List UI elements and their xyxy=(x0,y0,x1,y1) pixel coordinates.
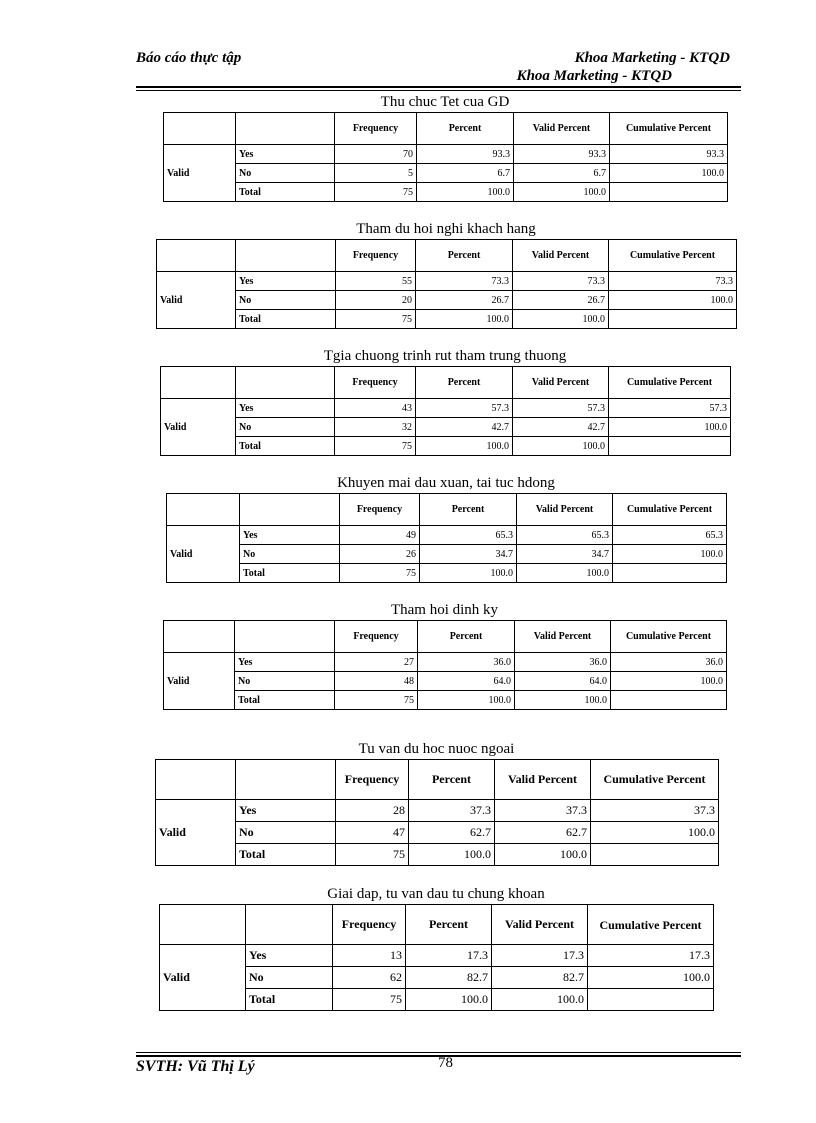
table-title: Tu van du hoc nuoc ngoai xyxy=(358,741,515,757)
table-title: Giai dap, tu van dau tu chung khoan xyxy=(327,886,545,902)
value-cell: 62.7 xyxy=(409,822,495,844)
value-cell: 100.0 xyxy=(513,437,609,456)
value-cell: 100.0 xyxy=(591,822,719,844)
value-cell: 64.0 xyxy=(515,672,611,691)
column-header: Valid Percent xyxy=(495,760,591,800)
value-cell: 6.7 xyxy=(514,164,610,183)
row-label: Yes xyxy=(235,653,335,672)
value-cell xyxy=(611,691,727,710)
column-header: Percent xyxy=(420,494,517,526)
value-cell xyxy=(591,844,719,866)
column-header: Frequency xyxy=(340,494,420,526)
value-cell: 62.7 xyxy=(495,822,591,844)
value-cell: 73.3 xyxy=(609,272,737,291)
value-cell: 82.7 xyxy=(492,967,588,989)
value-cell: 34.7 xyxy=(517,545,613,564)
frequency-table-block xyxy=(160,346,730,456)
row-label: Total xyxy=(236,183,335,202)
table-row xyxy=(167,526,727,545)
row-label: Yes xyxy=(236,145,335,164)
frequency-table-block xyxy=(163,92,727,202)
value-cell: 57.3 xyxy=(513,399,609,418)
value-cell: 17.3 xyxy=(406,945,492,967)
table-row xyxy=(167,564,727,583)
value-cell: 100.0 xyxy=(416,437,513,456)
page-number: 78 xyxy=(438,1055,453,1071)
value-cell: 100.0 xyxy=(418,691,515,710)
column-header: Percent xyxy=(416,367,513,399)
value-cell: 75 xyxy=(336,844,409,866)
row-label: Total xyxy=(235,691,335,710)
column-header: Frequency xyxy=(335,621,418,653)
column-header: Valid Percent xyxy=(513,367,609,399)
value-cell: 82.7 xyxy=(406,967,492,989)
table-title: Tham du hoi nghi khach hang xyxy=(356,221,536,237)
column-header: Cumulative Percent xyxy=(609,367,731,399)
table-row xyxy=(164,653,727,672)
row-label: No xyxy=(235,672,335,691)
value-cell: 6.7 xyxy=(417,164,514,183)
header-blank-cell xyxy=(167,494,240,526)
column-header: Percent xyxy=(416,240,513,272)
frequency-table xyxy=(163,112,728,202)
frequency-table xyxy=(160,366,731,456)
table-title: Tham hoi dinh ky xyxy=(390,602,499,618)
column-header: Cumulative Percent xyxy=(611,621,727,653)
header-blank-cell xyxy=(236,113,335,145)
frequency-table xyxy=(159,904,714,1011)
value-cell: 65.3 xyxy=(613,526,727,545)
column-header: Cumulative Percent xyxy=(610,113,728,145)
row-label: No xyxy=(236,164,335,183)
value-cell: 43 xyxy=(335,399,416,418)
value-cell: 57.3 xyxy=(609,399,731,418)
column-header: Valid Percent xyxy=(513,240,609,272)
column-header: Frequency xyxy=(333,905,406,945)
table-row xyxy=(156,822,719,844)
valid-label: Valid xyxy=(156,800,236,866)
table-row xyxy=(156,800,719,822)
table-row xyxy=(164,145,728,164)
value-cell xyxy=(609,310,737,329)
value-cell: 100.0 xyxy=(610,164,728,183)
frequency-table xyxy=(155,759,719,866)
row-label: No xyxy=(240,545,340,564)
header-blank-cell xyxy=(164,113,236,145)
frequency-table-block xyxy=(159,884,713,1011)
row-label: Total xyxy=(240,564,340,583)
header-faculty: Khoa Marketing - KTQD xyxy=(574,50,730,66)
column-header: Percent xyxy=(409,760,495,800)
value-cell: 100.0 xyxy=(495,844,591,866)
value-cell: 42.7 xyxy=(513,418,609,437)
header-blank-cell xyxy=(164,621,235,653)
frequency-table-block xyxy=(155,739,718,866)
table-row xyxy=(161,418,731,437)
valid-label: Valid xyxy=(160,945,246,1011)
value-cell: 100.0 xyxy=(517,564,613,583)
column-header: Percent xyxy=(417,113,514,145)
frequency-table xyxy=(166,493,727,583)
value-cell: 17.3 xyxy=(588,945,714,967)
column-header: Percent xyxy=(406,905,492,945)
table-row xyxy=(164,672,727,691)
table-row xyxy=(164,691,727,710)
column-header: Valid Percent xyxy=(515,621,611,653)
table-row xyxy=(161,399,731,418)
row-label: Yes xyxy=(236,272,336,291)
row-label: Total xyxy=(236,437,335,456)
value-cell: 100.0 xyxy=(515,691,611,710)
frequency-table-block xyxy=(166,473,726,583)
value-cell: 100.0 xyxy=(609,291,737,310)
value-cell: 100.0 xyxy=(406,989,492,1011)
value-cell: 27 xyxy=(335,653,418,672)
table-row xyxy=(156,844,719,866)
footer-rule-thin xyxy=(136,1052,741,1053)
value-cell: 37.3 xyxy=(495,800,591,822)
column-header: Valid Percent xyxy=(492,905,588,945)
row-label: No xyxy=(236,418,335,437)
value-cell: 65.3 xyxy=(517,526,613,545)
value-cell: 100.0 xyxy=(609,418,731,437)
value-cell xyxy=(588,989,714,1011)
value-cell: 55 xyxy=(336,272,416,291)
valid-label: Valid xyxy=(161,399,236,456)
header-blank-cell xyxy=(236,240,336,272)
value-cell: 48 xyxy=(335,672,418,691)
table-row xyxy=(167,545,727,564)
header-blank-cell xyxy=(236,367,335,399)
value-cell: 93.3 xyxy=(610,145,728,164)
row-label: Yes xyxy=(236,800,336,822)
table-title: Thu chuc Tet cua GD xyxy=(380,94,510,110)
header-blank-cell xyxy=(157,240,236,272)
value-cell: 36.0 xyxy=(515,653,611,672)
value-cell: 100.0 xyxy=(409,844,495,866)
value-cell xyxy=(613,564,727,583)
row-label: Yes xyxy=(246,945,333,967)
table-row xyxy=(157,310,737,329)
column-header: Valid Percent xyxy=(517,494,613,526)
header-blank-cell xyxy=(160,905,246,945)
value-cell: 62 xyxy=(333,967,406,989)
value-cell: 64.0 xyxy=(418,672,515,691)
column-header: Frequency xyxy=(335,113,417,145)
header-rule xyxy=(136,86,741,88)
value-cell: 75 xyxy=(335,691,418,710)
value-cell: 75 xyxy=(335,437,416,456)
header-rule-thin xyxy=(136,90,741,91)
valid-label: Valid xyxy=(164,145,236,202)
column-header: Percent xyxy=(418,621,515,653)
table-title: Tgia chuong trinh rut tham trung thuong xyxy=(323,348,567,364)
value-cell: 5 xyxy=(335,164,417,183)
row-label: No xyxy=(236,291,336,310)
column-header: Cumulative Percent xyxy=(609,240,737,272)
value-cell: 57.3 xyxy=(416,399,513,418)
table-row xyxy=(160,945,714,967)
column-header: Cumulative Percent xyxy=(588,905,714,945)
table-row xyxy=(161,437,731,456)
value-cell: 26 xyxy=(340,545,420,564)
value-cell: 75 xyxy=(335,183,417,202)
value-cell: 36.0 xyxy=(418,653,515,672)
header-blank-cell xyxy=(236,760,336,800)
value-cell: 13 xyxy=(333,945,406,967)
column-header: Cumulative Percent xyxy=(591,760,719,800)
table-row xyxy=(164,183,728,202)
value-cell: 20 xyxy=(336,291,416,310)
row-label: Total xyxy=(246,989,333,1011)
valid-label: Valid xyxy=(157,272,236,329)
value-cell: 100.0 xyxy=(611,672,727,691)
column-header: Cumulative Percent xyxy=(613,494,727,526)
value-cell: 28 xyxy=(336,800,409,822)
value-cell: 75 xyxy=(336,310,416,329)
row-label: Yes xyxy=(240,526,340,545)
value-cell: 100.0 xyxy=(420,564,517,583)
value-cell: 37.3 xyxy=(409,800,495,822)
row-label: Total xyxy=(236,844,336,866)
value-cell: 47 xyxy=(336,822,409,844)
header-blank-cell xyxy=(156,760,236,800)
row-label: Total xyxy=(236,310,336,329)
value-cell: 100.0 xyxy=(588,967,714,989)
footer-author: SVTH: Vũ Thị Lý xyxy=(136,1058,255,1075)
value-cell: 42.7 xyxy=(416,418,513,437)
value-cell xyxy=(610,183,728,202)
value-cell: 93.3 xyxy=(417,145,514,164)
row-label: No xyxy=(236,822,336,844)
header-blank-cell xyxy=(235,621,335,653)
value-cell: 32 xyxy=(335,418,416,437)
value-cell: 75 xyxy=(340,564,420,583)
value-cell xyxy=(609,437,731,456)
header-blank-cell xyxy=(161,367,236,399)
value-cell: 100.0 xyxy=(416,310,513,329)
frequency-table xyxy=(156,239,737,329)
frequency-table-block xyxy=(156,219,736,329)
value-cell: 100.0 xyxy=(417,183,514,202)
value-cell: 100.0 xyxy=(492,989,588,1011)
header-blank-cell xyxy=(246,905,333,945)
frequency-table xyxy=(163,620,727,710)
column-header: Frequency xyxy=(335,367,416,399)
value-cell: 36.0 xyxy=(611,653,727,672)
value-cell: 34.7 xyxy=(420,545,517,564)
value-cell: 100.0 xyxy=(513,310,609,329)
row-label: No xyxy=(246,967,333,989)
value-cell: 75 xyxy=(333,989,406,1011)
table-row xyxy=(157,291,737,310)
frequency-table-block xyxy=(163,600,726,710)
table-row xyxy=(157,272,737,291)
column-header: Valid Percent xyxy=(514,113,610,145)
valid-label: Valid xyxy=(164,653,235,710)
header-blank-cell xyxy=(240,494,340,526)
value-cell: 65.3 xyxy=(420,526,517,545)
table-title: Khuyen mai dau xuan, tai tuc hdong xyxy=(337,475,555,491)
table-row xyxy=(164,164,728,183)
row-label: Yes xyxy=(236,399,335,418)
value-cell: 93.3 xyxy=(514,145,610,164)
valid-label: Valid xyxy=(167,526,240,583)
header-report-title: Báo cáo thực tập xyxy=(136,50,242,66)
value-cell: 37.3 xyxy=(591,800,719,822)
column-header: Frequency xyxy=(336,240,416,272)
column-header: Frequency xyxy=(336,760,409,800)
value-cell: 49 xyxy=(340,526,420,545)
value-cell: 17.3 xyxy=(492,945,588,967)
value-cell: 26.7 xyxy=(416,291,513,310)
value-cell: 100.0 xyxy=(613,545,727,564)
value-cell: 70 xyxy=(335,145,417,164)
value-cell: 73.3 xyxy=(416,272,513,291)
header-faculty-repeat: Khoa Marketing - KTQD xyxy=(516,68,672,84)
value-cell: 100.0 xyxy=(514,183,610,202)
value-cell: 26.7 xyxy=(513,291,609,310)
value-cell: 73.3 xyxy=(513,272,609,291)
